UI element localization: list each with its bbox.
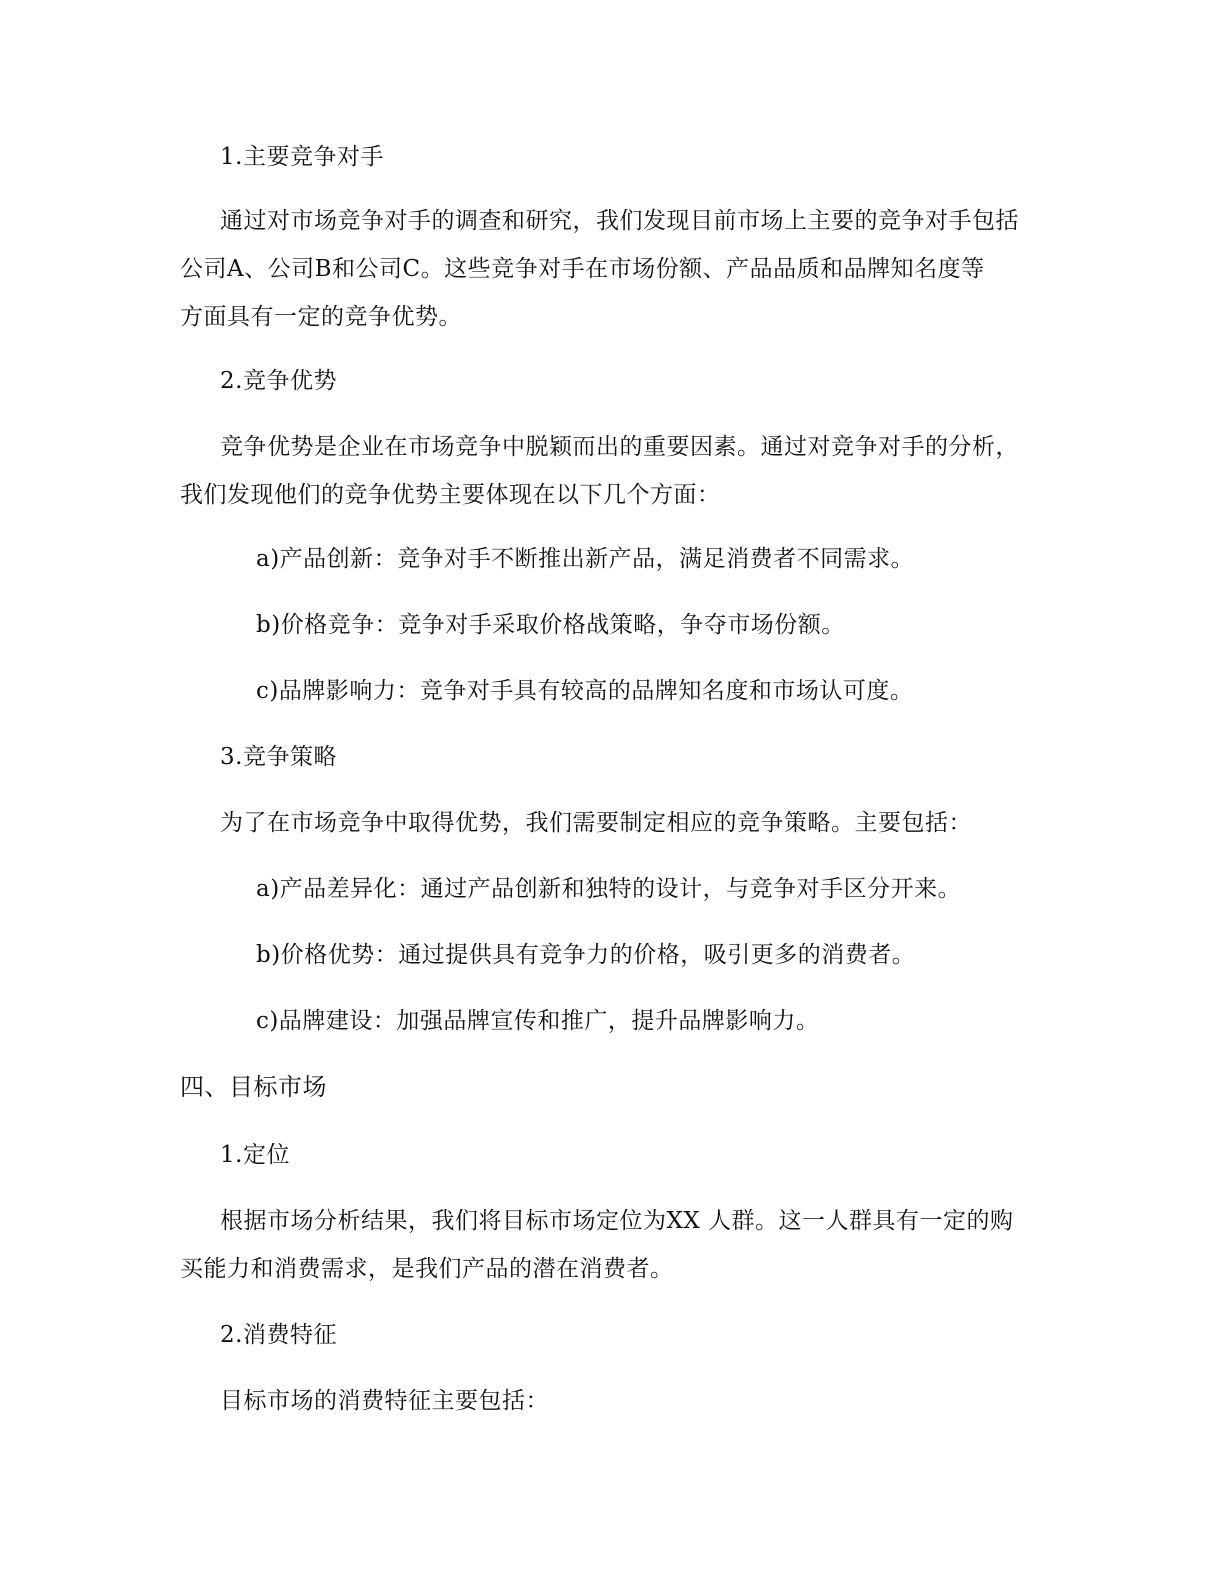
- advantage-paragraph-line-1: 竞争优势是企业在市场竞争中脱颖而出的重要因素。通过对竞争对手的分析，: [220, 434, 1019, 460]
- competitors-paragraph-line-3: 方面具有一定的竞争优势。: [180, 304, 462, 330]
- advantage-heading: 2.竞争优势: [220, 368, 337, 394]
- competitors-paragraph-line-1: 通过对市场竞争对手的调查和研究，我们发现目前市场上主要的竞争对手包括: [220, 208, 1019, 234]
- competitors-heading: 1.主要竞争对手: [220, 144, 384, 170]
- advantage-paragraph-line-2: 我们发现他们的竞争优势主要体现在以下几个方面：: [180, 482, 721, 508]
- positioning-paragraph-line-2: 买能力和消费需求，是我们产品的潜在消费者。: [180, 1256, 674, 1282]
- consumption-paragraph: 目标市场的消费特征主要包括：: [220, 1388, 549, 1414]
- positioning-heading: 1.定位: [220, 1142, 290, 1168]
- consumption-heading: 2.消费特征: [220, 1322, 337, 1348]
- advantage-item-c: c)品牌影响力：竞争对手具有较高的品牌知名度和市场认可度。: [256, 678, 914, 704]
- advantage-item-a: a)产品创新：竞争对手不断推出新产品，满足消费者不同需求。: [256, 546, 915, 572]
- strategy-item-a: a)产品差异化：通过产品创新和独特的设计，与竞争对手区分开来。: [256, 876, 962, 902]
- strategy-item-c: c)品牌建设：加强品牌宣传和推广，提升品牌影响力。: [256, 1008, 820, 1034]
- strategy-heading: 3.竞争策略: [220, 744, 337, 770]
- advantage-item-b: b)价格竞争：竞争对手采取价格战策略，争夺市场份额。: [256, 612, 845, 638]
- strategy-item-b: b)价格优势：通过提供具有竞争力的价格，吸引更多的消费者。: [256, 942, 916, 968]
- strategy-paragraph: 为了在市场竞争中取得优势，我们需要制定相应的竞争策略。主要包括：: [220, 810, 972, 836]
- section-4-title: 四、目标市场: [180, 1073, 327, 1101]
- competitors-paragraph-line-2: 公司A、公司B和公司C。这些竞争对手在市场份额、产品品质和品牌知名度等: [180, 256, 985, 282]
- positioning-paragraph-line-1: 根据市场分析结果，我们将目标市场定位为XX 人群。这一人群具有一定的购: [220, 1208, 1014, 1234]
